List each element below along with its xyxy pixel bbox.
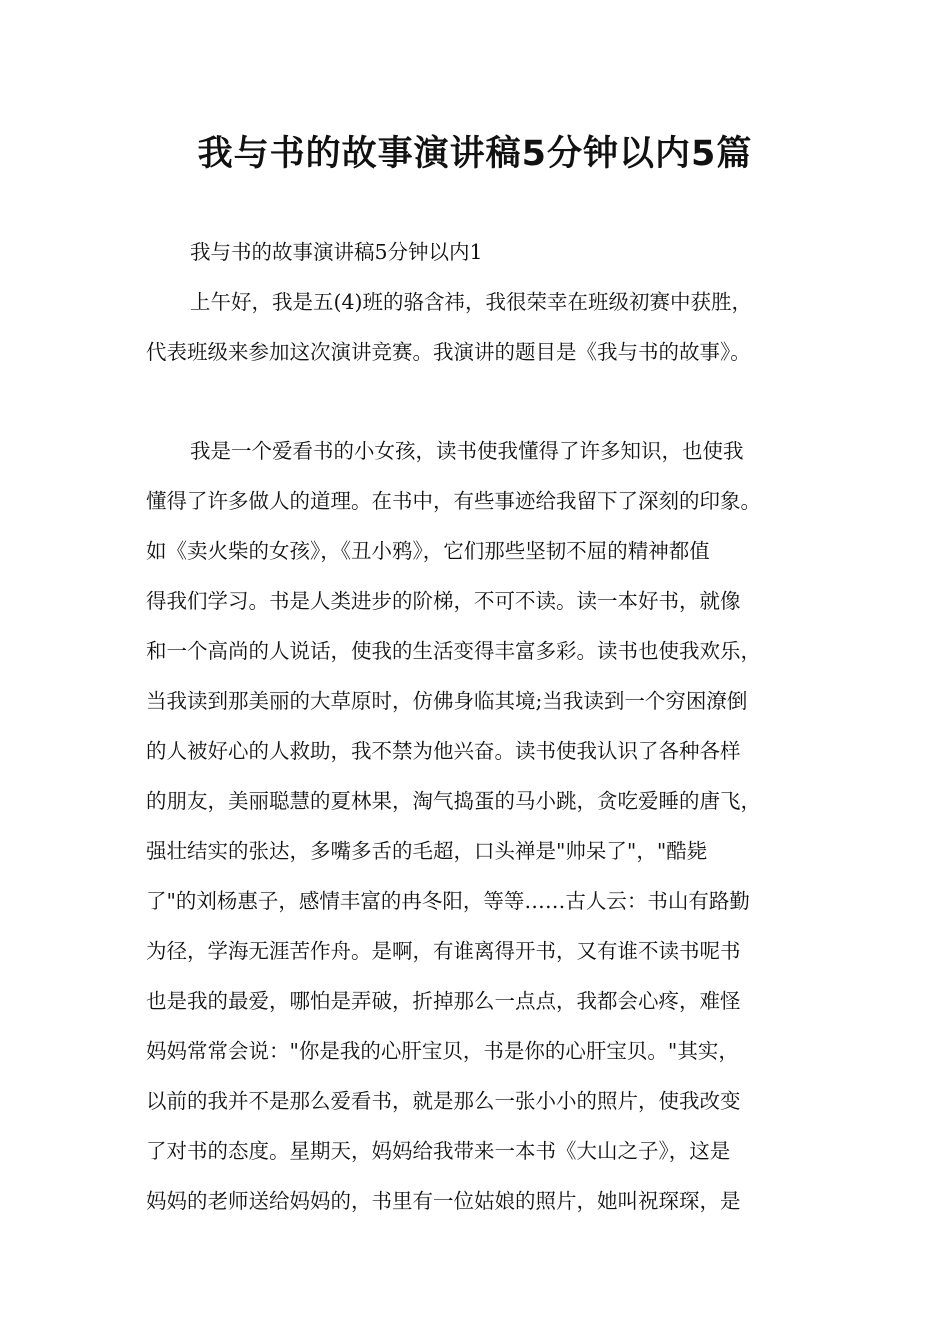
paragraph-line: 以前的我并不是那么爱看书，就是那么一张小小的照片，使我改变 xyxy=(146,1089,741,1113)
paragraph-line: 代表班级来参加这次演讲竞赛。我演讲的题目是《我与书的故事》。 xyxy=(146,340,751,364)
document-title: 我与书的故事演讲稿5分钟以内5篇 xyxy=(197,134,753,174)
paragraph-line: 的人被好心的人救助，我不禁为他兴奋。读书使我认识了各种各样 xyxy=(146,739,741,763)
paragraph-line: 妈妈常常会说："你是我的心肝宝贝，书是你的心肝宝贝。"其实， xyxy=(146,1039,739,1063)
paragraph-line: 为径，学海无涯苦作舟。是啊，有谁离得开书，又有谁不读书呢书 xyxy=(146,939,741,963)
paragraph-line: 强壮结实的张达，多嘴多舌的毛超，口头禅是"帅呆了"，"酷毙 xyxy=(146,839,708,863)
paragraph-line: 懂得了许多做人的道理。在书中，有些事迹给我留下了深刻的印象。 xyxy=(146,489,761,513)
paragraph-line: 了对书的态度。星期天，妈妈给我带来一本书《大山之子》，这是 xyxy=(146,1139,731,1163)
paragraph-line: 我是一个爱看书的小女孩，读书使我懂得了许多知识，也使我 xyxy=(190,439,744,463)
paragraph-line: 也是我的最爱，哪怕是弄破，折掉那么一点点，我都会心疼，难怪 xyxy=(146,989,741,1013)
paragraph-line: 的朋友，美丽聪慧的夏林果，淘气捣蛋的马小跳，贪吃爱睡的唐飞， xyxy=(146,789,761,813)
section-heading: 我与书的故事演讲稿5分钟以内1 xyxy=(190,240,483,264)
paragraph-line: 妈妈的老师送给妈妈的，书里有一位姑娘的照片，她叫祝琛琛，是 xyxy=(146,1189,741,1213)
paragraph-line: 上午好，我是五(4)班的骆含祎，我很荣幸在班级初赛中获胜， xyxy=(190,290,753,314)
paragraph-line: 了"的刘杨惠子，感情丰富的冉冬阳，等等……古人云：书山有路勤 xyxy=(146,889,750,913)
paragraph-line: 和一个高尚的人说话，使我的生活变得丰富多彩。读书也使我欢乐， xyxy=(146,639,761,663)
paragraph-line: 如《卖火柴的女孩》，《丑小鸦》，它们那些坚韧不屈的精神都值 xyxy=(146,539,710,563)
paragraph-line: 得我们学习。书是人类进步的阶梯，不可不读。读一本好书，就像 xyxy=(146,589,741,613)
paragraph-line: 当我读到那美丽的大草原时，仿佛身临其境;当我读到一个穷困潦倒 xyxy=(146,689,748,713)
